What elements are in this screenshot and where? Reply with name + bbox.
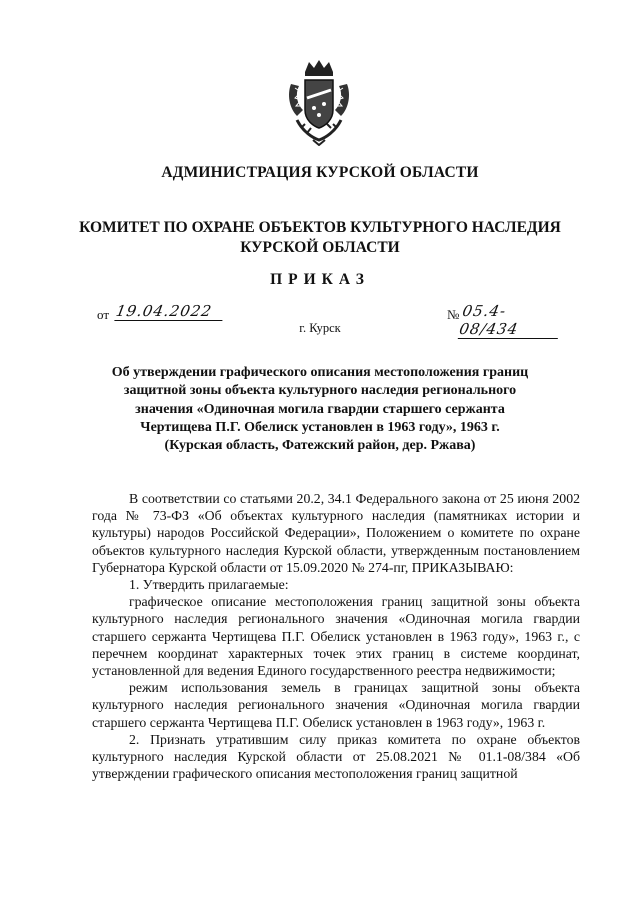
body-paragraph: режим использования земель в границах защитной зоны объекта культурного наследия регионального значения «Одиночная могила гвардии старшего сержанта Чертищева П.Г. Обелиск установлен в 1963 году», 1963 г. bbox=[92, 680, 580, 730]
committee-heading bbox=[0, 218, 640, 258]
kursk-region-coat-of-arms-icon bbox=[283, 58, 355, 146]
city: г. Курск bbox=[299, 321, 341, 335]
administration-heading: АДМИНИСТРАЦИЯ КУРСКОЙ ОБЛАСТИ bbox=[161, 164, 479, 181]
handwritten-date: 19.04.2022 bbox=[114, 302, 225, 321]
body-paragraph: графическое описание местоположения границ защитной зоны объекта культурного наследия регионального значения «Одиночная могила гвардии старшего сержанта Чертищева П.Г. Обелиск установлен в 1963 году», 1963 г., с перечнем координат характерных точек этих границ в системе координат, установленной для ведения Единого государственного реестра недвижимости; bbox=[92, 594, 580, 679]
title-line: защитной зоны объекта культурного наследия регионального bbox=[123, 383, 517, 399]
title-line: Об утверждении графического описания местоположения границ bbox=[111, 365, 529, 380]
order-body bbox=[92, 490, 580, 782]
document-type: ПРИКАЗ bbox=[270, 271, 370, 288]
committee-heading-line: КУРСКОЙ ОБЛАСТИ bbox=[240, 239, 400, 256]
order-title bbox=[100, 364, 540, 455]
committee-heading-line: КОМИТЕТ ПО ОХРАНЕ ОБЪЕКТОВ КУЛЬТУРНОГО НАСЛЕДИЯ bbox=[79, 219, 561, 236]
date-label: от bbox=[97, 307, 110, 322]
body-paragraph: 2. Признать утратившим силу приказ комитета по охране объектов культурного наследия Курской области от 25.08.2021 № 01.1-08/384 «Об утверждении графического описания местоположения границ защитной bbox=[92, 731, 580, 782]
title-line: (Курская область, Фатежский район, дер. Ржава) bbox=[164, 438, 476, 454]
number-label: № bbox=[447, 307, 460, 322]
body-paragraph: В соответствии со статьями 20.2, 34.1 Федерального закона от 25 июня 2002 года № 73-ФЗ «Об объектах культурного наследия (памятниках истории и культуры) народов Российской Федерации», Положением о комитете по охране объектов культурного наследия Курской области, утвержденным постановлением Губернатора Курской области от 15.09.2020 № 274-пг, ПРИКАЗЫВАЮ: bbox=[92, 491, 580, 575]
body-paragraph: 1. Утвердить прилагаемые: bbox=[129, 577, 289, 593]
handwritten-number: 05.4-08/434 bbox=[458, 302, 565, 339]
title-line: значения «Одиночная могила гвардии старшего сержанта bbox=[135, 401, 505, 417]
title-line: Чертищева П.Г. Обелиск установлен в 1963 году», 1963 г. bbox=[140, 419, 500, 435]
